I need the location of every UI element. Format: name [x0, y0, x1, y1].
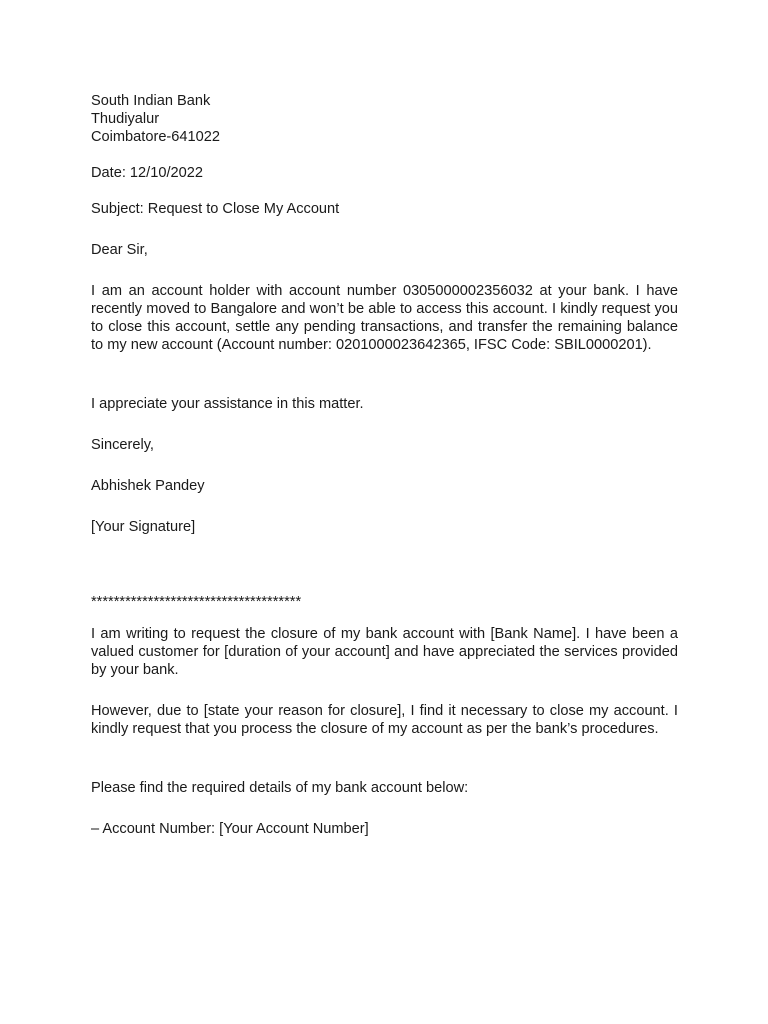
address-line-city: Coimbatore-641022: [91, 129, 220, 145]
signature-placeholder: [Your Signature]: [91, 519, 196, 535]
address-line-branch: Thudiyalur: [91, 111, 160, 127]
account-number-line: – Account Number: [Your Account Number]: [91, 821, 369, 837]
appreciation-line: I appreciate your assistance in this matter.: [91, 396, 364, 412]
bank-address: [91, 92, 678, 146]
closure-paragraph-1: I am writing to request the closure of my bank account with [Bank Name]. I have been a valued customer for [duration of your account] and have appreciated the services provided by your bank.: [91, 626, 678, 678]
letter-date: Date: 12/10/2022: [91, 165, 203, 181]
address-line-bank: South Indian Bank: [91, 93, 211, 109]
letter-subject: Subject: Request to Close My Account: [91, 201, 340, 217]
closing-line: Sincerely,: [91, 437, 154, 453]
details-intro: Please find the required details of my bank account below:: [91, 780, 469, 796]
closure-paragraph-2: However, due to [state your reason for closure], I find it necessary to close my account. I kindly request that you process the closure of my account as per the bank’s procedures.: [91, 703, 678, 737]
section-separator: *************************************: [91, 594, 302, 610]
salutation: Dear Sir,: [91, 242, 148, 258]
body-paragraph: I am an account holder with account number 0305000002356032 at your bank. I have recently moved to Bangalore and won’t be able to access this account. I kindly request you to close this account, settle any pending transactions, and transfer the remaining balance to my new account (Account number: 0201000023642365, IFSC Code: SBIL0000201).: [91, 283, 678, 353]
sender-name: Abhishek Pandey: [91, 478, 205, 494]
